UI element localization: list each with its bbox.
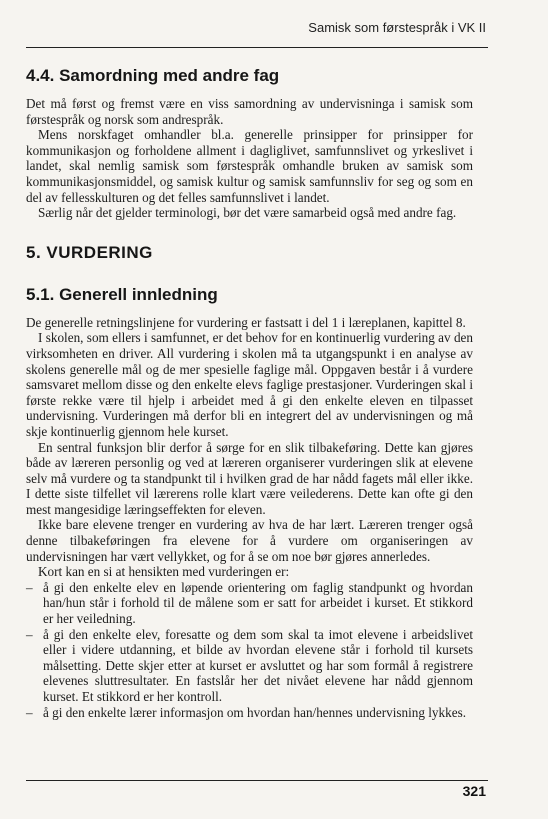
section-5-1-paragraph: De generelle retningslinjene for vurdering er fastsatt i del 1 i læreplanen, kapittel 8. <box>26 314 466 330</box>
list-item-text: å gi den enkelte elev, foresatte og dem som skal ta imot elevene i arbeidslivet eller i videre utdanning, et bilde av hvordan elevene står i forhold til kursets målsetting. Dette skjer etter at kurset er avsluttet og har som formål å registrere elevenes sluttresultater. En fastslår her det nivået elevene har nådd gjennom kurset. Et stikkord er her kontroll. <box>43 626 473 704</box>
list-item <box>26 627 473 705</box>
section-5-1-paragraph: Ikke bare elevene trenger en vurdering av hva de har lært. Læreren trenger også denne tilbakeføringen fra elevene for å vurdere om organiseringen av undervisningen har vært vellykket, og for å se om noe bør gjøres annerledes. <box>26 517 473 564</box>
list-item-text: å gi den enkelte lærer informasjon om hvordan han/hennes undervisning lykkes. <box>43 704 466 720</box>
list-dash: – <box>26 704 33 720</box>
page-number: 321 <box>462 783 486 799</box>
list-item <box>26 705 473 721</box>
list-dash: – <box>26 626 33 642</box>
section-5-1-paragraph: I skolen, som ellers i samfunnet, er det behov for en kontinuerlig vurdering av den virksomheten en driver. All vurdering i skolen må ta utgangspunkt i en analyse av skolens generelle mål og de mer spesielle faglige mål. Oppgaven består i å vurdere samsvaret mellom disse og den enkelte elevs faglige prestasjoner. Vurderingen skal i første rekke være til hjelp i arbeidet med å gi den enkelte eleven en tilpasset undervisning. Vurderingen må derfor bli en integrert del av undervisningen og må skje kontinuerlig gjennom hele kurset. <box>26 330 473 439</box>
purpose-list <box>26 580 473 720</box>
section-4-4-paragraph: Det må først og fremst være en viss samordning av undervisninga i samisk som førstespråk og norsk som andrespråk. <box>26 96 473 127</box>
section-4-4-paragraph: Mens norskfaget omhandler bl.a. generelle prinsipper for prinsipper for kommunikasjon og forholdene allment i dagliglivet, samfunnslivet og yrkeslivet i landet, skal nemlig samisk som førstespråk omhandle bruken av samisk som kommunikasjonsmiddel, og samisk kultur og samisk samfunnsliv for seg og som en del av fellesskulturen og det felles samfunnslivet i landet. <box>26 127 473 205</box>
section-5-1-paragraph: Kort kan en si at hensikten med vurderingen er: <box>38 564 290 580</box>
section-4-4-paragraph: Særlig når det gjelder terminologi, bør det være samarbeid også med andre fag. <box>38 205 457 221</box>
section-4-4-heading: 4.4. Samordning med andre fag <box>26 66 280 85</box>
running-head: Samisk som førstespråk i VK II <box>308 20 486 35</box>
section-5-heading: 5. VURDERING <box>26 242 153 262</box>
section-5-1-paragraph: En sentral funksjon blir derfor å sørge for en slik tilbakeføring. Dette kan gjøres både av læreren personlig og ved at læreren organiserer vurderingen slik at elevene selv må vurdere og ta standpunkt til i hvilken grad de har nådd fagets mål eller ikke. I dette siste tilfellet vil lærerens rolle klart være veilederens. Dette kan ofte gi den mest mangesidige læringseffekten for eleven. <box>26 439 473 517</box>
page-body <box>26 58 473 720</box>
list-item <box>26 580 473 627</box>
list-dash: – <box>26 579 33 595</box>
list-item-text: å gi den enkelte elev en løpende orientering om faglig standpunkt og hvordan han/hun står i forhold til de målene som er satt for arbeidet i kurset. Et stikkord er her veiledning. <box>43 579 473 627</box>
header-rule <box>26 47 488 48</box>
section-5-1-heading: 5.1. Generell innledning <box>26 284 218 304</box>
footer-rule <box>26 780 488 781</box>
